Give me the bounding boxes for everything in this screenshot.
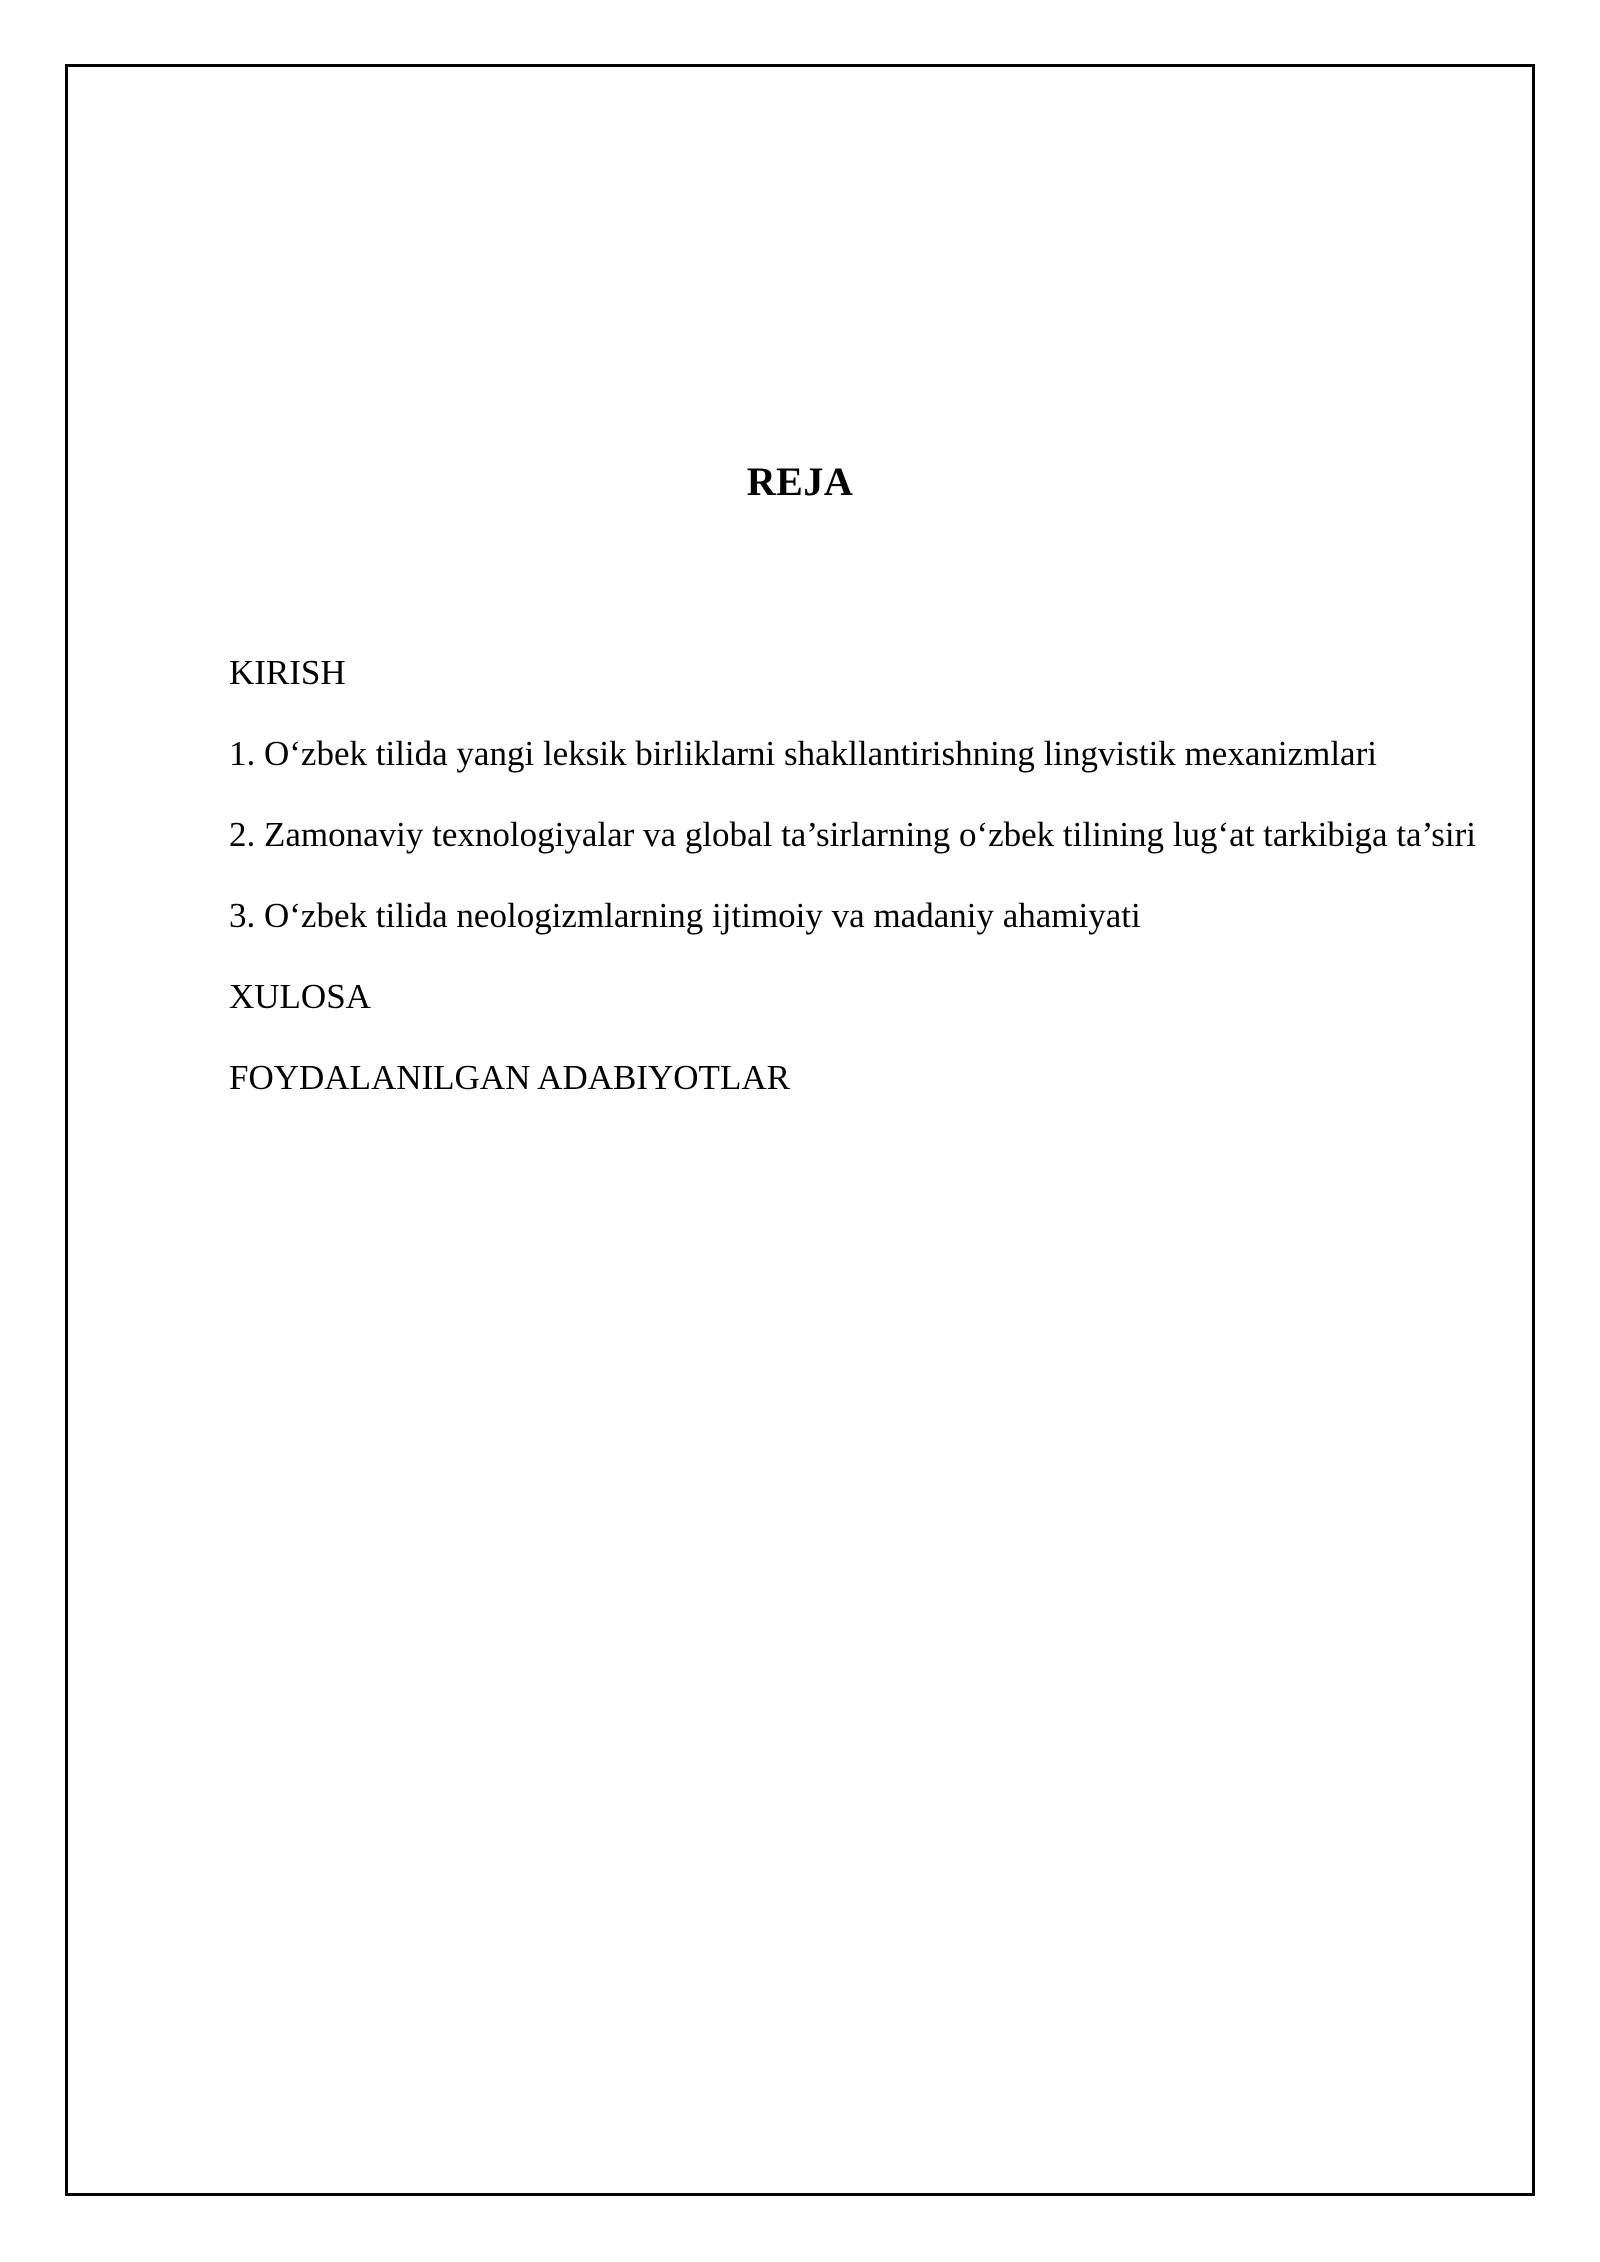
toc-item-1: 1. O‘zbek tilida yangi leksik birliklarni shakllantirishning lingvistik mexanizmlari	[229, 734, 1377, 773]
toc-item-references: FOYDALANILGAN ADABIYOTLAR	[229, 1058, 790, 1097]
table-of-contents	[229, 640, 1489, 1126]
toc-item-3: 3. O‘zbek tilida neologizmlarning ijtimoiy va madaniy ahamiyati	[229, 896, 1141, 935]
toc-item-conclusion: XULOSA	[229, 977, 371, 1016]
page-border	[65, 64, 1535, 2196]
toc-item-introduction: KIRISH	[229, 653, 346, 692]
document-title: REJA	[746, 459, 854, 504]
toc-item-2: 2. Zamonaviy texnologiyalar va global ta’sirlarning o‘zbek tilining lug‘at tarkibiga ta’siri	[229, 815, 1477, 854]
